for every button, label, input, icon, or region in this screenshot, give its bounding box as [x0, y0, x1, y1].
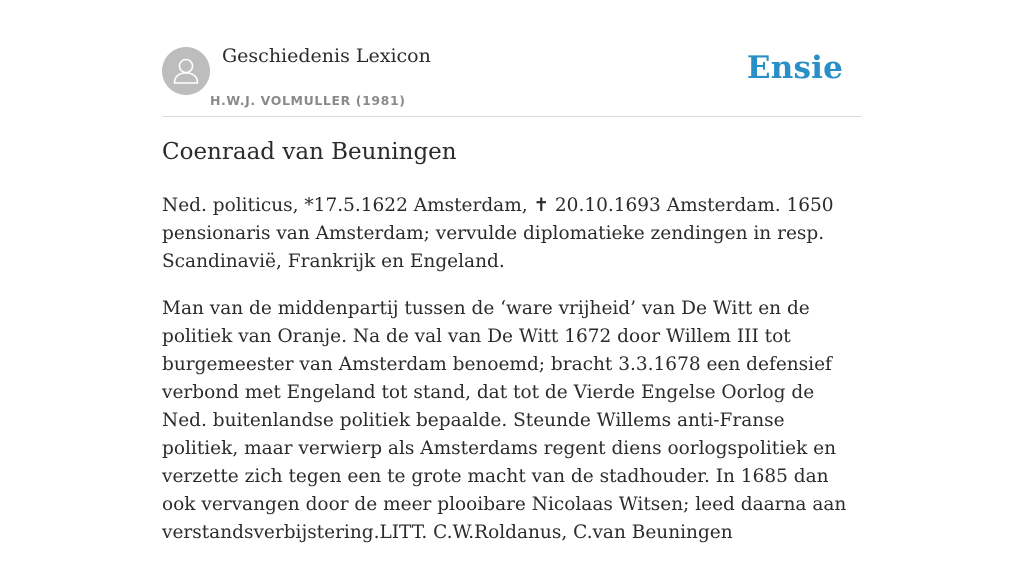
source-author-link[interactable]: H.W.J. VOLMULLER (1981): [210, 93, 406, 108]
article-title: Coenraad van Beuningen: [162, 139, 457, 165]
article-body: [162, 192, 864, 566]
article-paragraph: Man van de middenpartij tussen de ‘ware vrijheid’ van De Witt en de politiek van Oranje. Na de val van De Witt 1672 door Willem III tot burgemeester van Amsterdam benoemd; bracht 3.3.1678 een defensief verbond met Engeland tot stand, dat tot de Vierde Engelse Oorlog de Ned. buitenlandse politiek bepaalde. Steunde Willems anti-Franse politiek, maar verwierp als Amsterdams regent diens oorlogspolitiek en verzette zich tegen een te grote macht van de stadhouder. In 1685 dan ook vervangen door de meer plooibare Nicolaas Witsen; leed daarna aan verstandsverbijstering.LITT. C.W.Roldanus, C.van Beuningen: [162, 298, 847, 543]
content-container: [162, 0, 862, 543]
article-paragraph: Ned. politicus, *17.5.1622 Amsterdam, ✝ 20.10.1693 Amsterdam. 1650 pensionaris van Amsterdam; vervulde diplomatieke zendingen in resp. Scandinavië, Frankrijk en Engeland.: [162, 195, 834, 272]
source-title-link[interactable]: Geschiedenis Lexicon: [222, 45, 431, 67]
ensie-logo[interactable]: Ensie: [746, 50, 843, 86]
user-avatar-icon[interactable]: [162, 47, 210, 95]
source-header: [162, 0, 862, 117]
